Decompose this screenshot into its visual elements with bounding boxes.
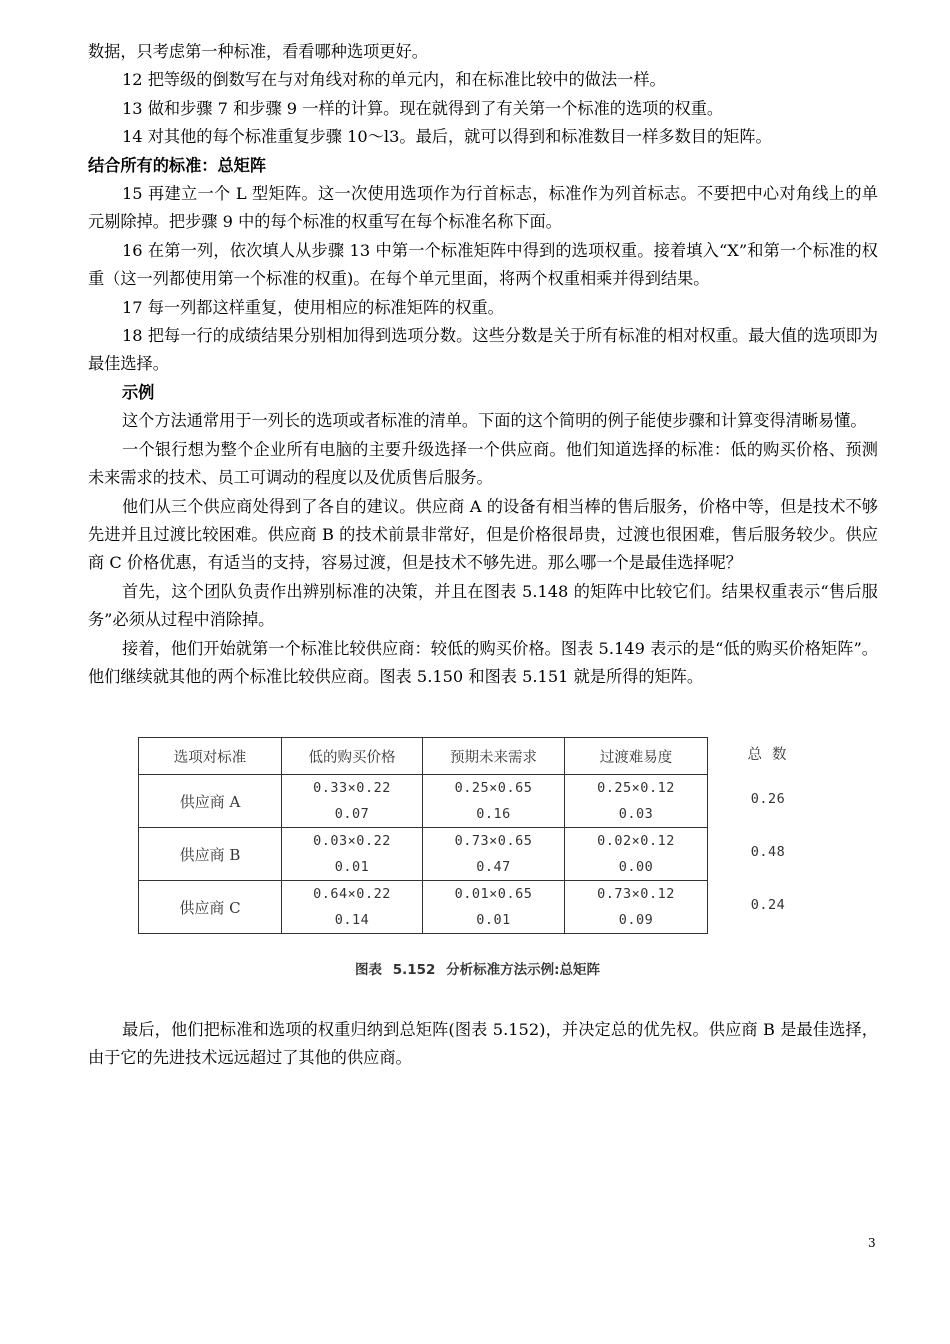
table-cell bbox=[565, 775, 708, 828]
cell-expression: 0.25×0.12 bbox=[597, 780, 675, 796]
table-cell bbox=[423, 775, 565, 828]
totals-header: 总数 bbox=[747, 747, 797, 763]
example-paragraph-4: 首先，这个团队负责作出辨别标准的决策，并且在图表 5.148 的矩阵中比较它们。结果权重表示“售后服务”必须从过程中消除掉。 bbox=[88, 581, 878, 630]
cell-expression: 0.02×0.12 bbox=[597, 833, 675, 849]
cell-expression: 0.73×0.65 bbox=[454, 833, 533, 849]
row-label: 供应商 B bbox=[139, 828, 282, 881]
table-cell bbox=[423, 828, 565, 881]
cell-expression: 0.33×0.22 bbox=[313, 780, 391, 796]
step-12: 12 把等级的倒数写在与对角线对称的单元内，和在标准比较中的做法一样。 bbox=[122, 70, 666, 90]
table-row bbox=[139, 881, 708, 934]
example-paragraph-5: 接着，他们开始就第一个标准比较供应商：较低的购买价格。图表 5.149 表示的是“低的购买价格矩阵”。他们继续就其他的两个标准比较供应商。图表 5.150 和图表 5.151 就是所得的矩阵。 bbox=[88, 638, 878, 686]
total-value: 0.48 bbox=[750, 844, 786, 860]
cell-result: 0.14 bbox=[334, 912, 370, 928]
cell-result: 0.07 bbox=[334, 806, 370, 822]
table-row bbox=[139, 828, 708, 881]
step-16: 16 在第一列，依次填人从步骤 13 中第一个标准矩阵中得到的选项权重。接着填入“X”和第一个标准的权重（这一列都使用第一个标准的权重)。在每个单元里面，将两个权重相乘并得到结果。 bbox=[88, 240, 878, 289]
paragraph-continuation: 数据，只考虑第一种标准，看看哪种选项更好。 bbox=[88, 42, 428, 61]
cell-expression: 0.01×0.65 bbox=[454, 886, 533, 902]
table-header-cell: 预期未来需求 bbox=[423, 738, 565, 775]
table-cell bbox=[565, 881, 708, 934]
section-heading-total-matrix: 结合所有的标准：总矩阵 bbox=[88, 155, 267, 175]
cell-expression: 0.64×0.22 bbox=[313, 886, 391, 902]
cell-expression: 0.25×0.65 bbox=[454, 780, 533, 796]
cell-result: 0.01 bbox=[476, 912, 511, 928]
step-15: 15 再建立一个 L 型矩阵。这一次使用选项作为行首标志，标准作为列首标志。不要把中心对角线上的单元剔除掉。把步骤 9 中的每个标准的权重写在每个标准名称下面。 bbox=[88, 184, 878, 232]
table-header-cell: 低的购买价格 bbox=[282, 738, 423, 775]
closing-paragraph: 最后，他们把标准和选项的权重归纳到总矩阵(图表 5.152)，并决定总的优先权。供应商 B 是最佳选择，由于它的先进技术远远超过了其他的供应商。 bbox=[88, 1020, 878, 1068]
example-paragraph-3: 他们从三个供应商处得到了各自的建议。供应商 A 的设备有相当棒的售后服务，价格中等，但是技术不够先进并且过渡比较困难。供应商 B 的技术前景非常好，但是价格很昂贵，过渡也很困难，售后服务较少。供应商 C 价格优惠，有适当的支持，容易过渡，但是技术不够先进。那么哪一个是最佳选择呢？ bbox=[88, 496, 878, 573]
table-header-row bbox=[139, 738, 708, 775]
step-14: 14 对其他的每个标准重复步骤 10～l3。最后，就可以得到和标准数目一样多数目的矩阵。 bbox=[122, 127, 772, 147]
cell-expression: 0.73×0.12 bbox=[597, 886, 675, 902]
table-cell bbox=[282, 828, 423, 881]
totals-column bbox=[708, 737, 828, 932]
example-paragraph-2: 一个银行想为整个企业所有电脑的主要升级选择一个供应商。他们知道选择的标准：低的购买价格、预测未来需求的技术、员工可调动的程度以及优质售后服务。 bbox=[88, 439, 878, 488]
document-body bbox=[88, 38, 878, 691]
cell-result: 0.01 bbox=[334, 859, 370, 875]
table-cell bbox=[423, 881, 565, 934]
cell-result: 0.47 bbox=[476, 859, 511, 875]
cell-result: 0.16 bbox=[476, 806, 511, 822]
example-heading: 示例 bbox=[122, 382, 155, 402]
step-17: 17 每一列都这样重复，使用相应的标准矩阵的权重。 bbox=[122, 297, 504, 317]
table-header-cell: 过渡难易度 bbox=[565, 738, 708, 775]
table-cell bbox=[565, 828, 708, 881]
step-13: 13 做和步骤 7 和步骤 9 一样的计算。现在就得到了有关第一个标准的选项的权重。 bbox=[122, 98, 724, 118]
total-value: 0.26 bbox=[750, 791, 786, 807]
table-cell bbox=[282, 775, 423, 828]
total-matrix-table bbox=[138, 737, 708, 934]
cell-result: 0.09 bbox=[618, 912, 654, 928]
closing-section bbox=[88, 1016, 878, 1073]
page-number: 3 bbox=[868, 1236, 876, 1250]
table-header-cell: 选项对标准 bbox=[139, 738, 282, 775]
total-value: 0.24 bbox=[750, 897, 786, 913]
cell-result: 0.00 bbox=[618, 859, 654, 875]
row-label: 供应商 C bbox=[139, 881, 282, 934]
step-18: 18 把每一行的成绩结果分别相加得到选项分数。这些分数是关于所有标准的相对权重。最大值的选项即为最佳选择。 bbox=[88, 326, 878, 374]
cell-result: 0.03 bbox=[618, 806, 654, 822]
table-row bbox=[139, 775, 708, 828]
figure-caption: 图表 5.152 分析标准方法示例:总矩阵 bbox=[355, 962, 600, 978]
table-cell bbox=[282, 881, 423, 934]
cell-expression: 0.03×0.22 bbox=[313, 833, 391, 849]
total-matrix-figure bbox=[138, 737, 838, 934]
row-label: 供应商 A bbox=[139, 775, 282, 828]
example-paragraph-1: 这个方法通常用于一列长的选项或者标准的清单。下面的这个简明的例子能使步骤和计算变得清晰易懂。 bbox=[122, 411, 867, 431]
